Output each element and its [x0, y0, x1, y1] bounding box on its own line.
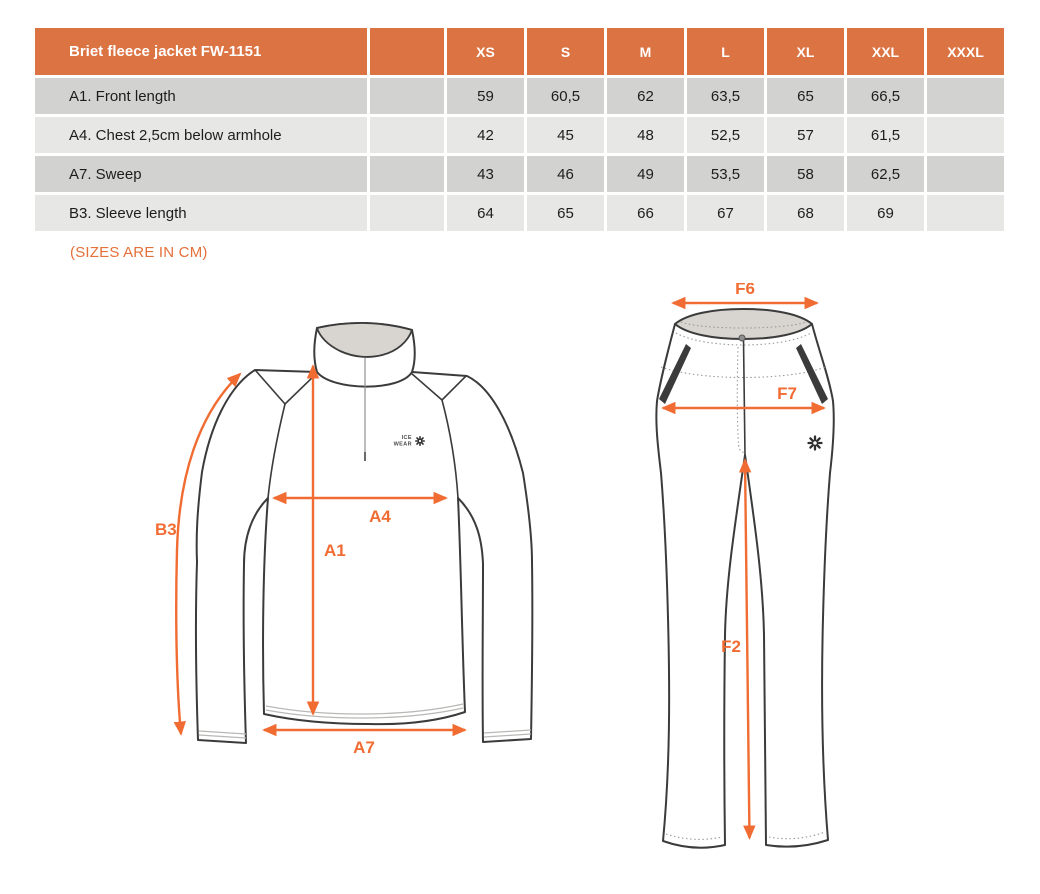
table-value: 59: [447, 78, 524, 114]
size-header-m: M: [607, 28, 684, 75]
f6-label: F6: [735, 283, 755, 298]
table-value: [927, 117, 1004, 153]
row-label: A7. Sweep: [35, 156, 367, 192]
table-value: [927, 195, 1004, 231]
table-value: 65: [527, 195, 604, 231]
table-value: 66: [607, 195, 684, 231]
a1-label: A1: [324, 541, 346, 560]
table-value: 58: [767, 156, 844, 192]
table-value: 52,5: [687, 117, 764, 153]
size-header-s: S: [527, 28, 604, 75]
b3-label: B3: [155, 520, 177, 539]
row-label: A1. Front length: [35, 78, 367, 114]
table-value: 66,5: [847, 78, 924, 114]
f2-label: F2: [721, 637, 741, 656]
table-value: 62: [607, 78, 684, 114]
waist-button: [739, 335, 745, 341]
a4-label: A4: [369, 507, 391, 526]
table-value: 64: [447, 195, 524, 231]
size-header-xs: XS: [447, 28, 524, 75]
spacer-cell: [370, 78, 444, 114]
table-value: 43: [447, 156, 524, 192]
logo-text-bottom: WEAR: [393, 441, 412, 448]
size-header-xl: XL: [767, 28, 844, 75]
table-value: 49: [607, 156, 684, 192]
jacket-diagram: [140, 292, 610, 772]
table-value: 65: [767, 78, 844, 114]
table-value: 63,5: [687, 78, 764, 114]
header-spacer-cell: [370, 28, 444, 75]
table-value: 46: [527, 156, 604, 192]
table-value: 60,5: [527, 78, 604, 114]
f2-arrow: [745, 460, 750, 838]
spacer-cell: [370, 195, 444, 231]
table-value: [927, 78, 1004, 114]
table-value: 42: [447, 117, 524, 153]
jacket-outline: [196, 370, 533, 743]
table-value: 48: [607, 117, 684, 153]
table-value: 67: [687, 195, 764, 231]
table-value: [927, 156, 1004, 192]
size-header-xxl: XXL: [847, 28, 924, 75]
table-value: 45: [527, 117, 604, 153]
table-value: 61,5: [847, 117, 924, 153]
a7-label: A7: [353, 738, 375, 757]
size-header-xxxl: XXXL: [927, 28, 1004, 75]
table-value: 62,5: [847, 156, 924, 192]
size-table: [35, 28, 1004, 231]
logo-text-top: ICE: [401, 435, 412, 441]
row-label: B3. Sleeve length: [35, 195, 367, 231]
table-value: 57: [767, 117, 844, 153]
product-title: Briet fleece jacket FW-1151: [35, 28, 367, 75]
size-header-l: L: [687, 28, 764, 75]
f7-label: F7: [777, 384, 797, 403]
units-note: (SIZES ARE IN CM): [70, 244, 208, 261]
spacer-cell: [370, 117, 444, 153]
pants-diagram: [615, 283, 905, 883]
table-value: 69: [847, 195, 924, 231]
spacer-cell: [370, 156, 444, 192]
row-label: A4. Chest 2,5cm below armhole: [35, 117, 367, 153]
snowflake-icon: [809, 437, 822, 450]
table-value: 68: [767, 195, 844, 231]
table-value: 53,5: [687, 156, 764, 192]
snowflake-icon: [416, 437, 424, 445]
